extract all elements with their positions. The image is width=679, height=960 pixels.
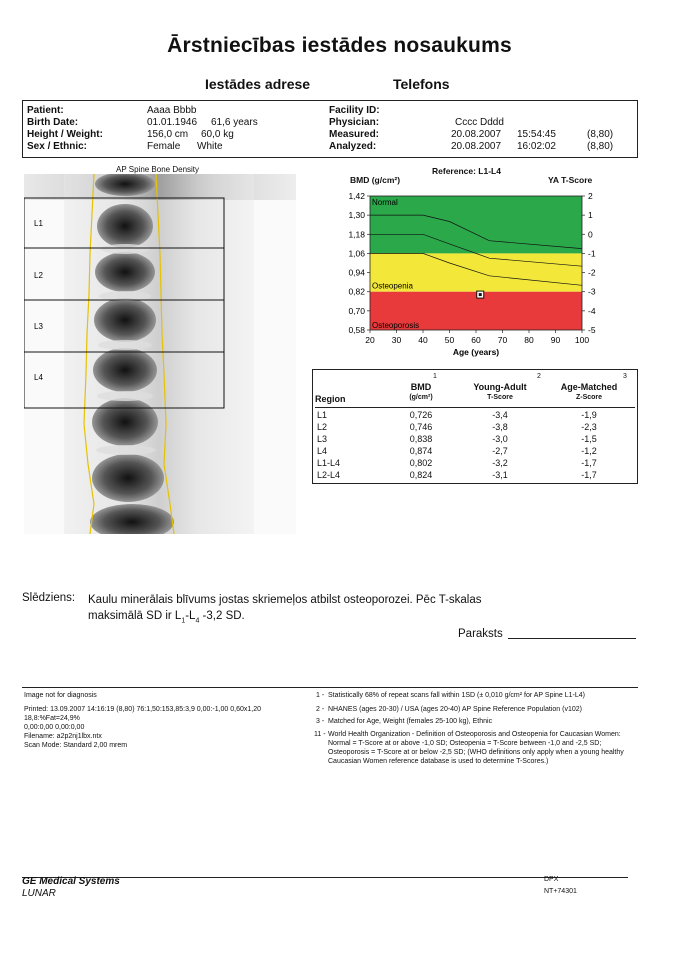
footnote-11-num: 11 - (314, 731, 326, 738)
brand-name: GE Medical Systems (22, 876, 120, 887)
sex-ethnic-label: Sex / Ethnic: (27, 141, 88, 152)
col-header-tscore: T-Score (487, 394, 513, 401)
x-tick-label: 80 (524, 335, 534, 345)
height-value: 156,0 cm (147, 129, 189, 140)
patient-name: Aaaa Bbbb (147, 105, 197, 116)
footer-values: 0,00:0,00 0,00:0,00 (24, 724, 85, 731)
cell-region: L2-L4 (317, 470, 341, 480)
patient-info-box (22, 100, 638, 158)
measured-date: 20.08.2007 (451, 129, 502, 140)
cell-zscore: -1,2 (581, 446, 597, 456)
col-header-zscore: Z-Score (575, 394, 603, 401)
footer-scan-mode: Scan Mode: Standard 2,00 mrem (24, 742, 128, 749)
footnote-3-num: 3 - (316, 718, 325, 725)
sex-value: Female (147, 141, 181, 152)
zone-label-osteopenia: Osteopenia (372, 281, 413, 291)
conclusion-line-2: maksimālā SD ir $L_1-L_4$ -3,2 SD. (88, 610, 245, 625)
footnote-ref-2: 2 (537, 373, 541, 380)
facility-name-title: Ārstniecības iestādes nosaukums (167, 34, 512, 57)
ethnic-value: White (197, 141, 223, 152)
analyzed-label: Analyzed: (329, 141, 377, 152)
physician-name: Cccc Dddd (455, 117, 504, 128)
weight-value: 60,0 kg (201, 129, 234, 140)
y-tick-label: 0,70 (348, 305, 365, 316)
footer-filename: Filename: a2p2nj1lbx.ntx (24, 733, 102, 740)
cell-bmd: 0,824 (409, 470, 433, 480)
cell-region: L1 (317, 410, 328, 420)
cell-zscore: -1,5 (581, 434, 597, 444)
chart-xlabel: Age (years) (452, 347, 500, 357)
x-tick-label: 70 (497, 335, 508, 345)
patient-label: Patient: (27, 105, 64, 116)
birth-date-label: Birth Date: (27, 117, 79, 128)
cell-tscore: -3,2 (492, 458, 508, 468)
zone-label-normal: Normal (372, 198, 398, 207)
measured-time: 15:54:45 (517, 129, 556, 140)
cell-tscore: -3,4 (492, 410, 508, 420)
x-tick-label: 20 (365, 335, 375, 345)
product-name: LUNAR (22, 888, 56, 899)
cell-tscore: -2,7 (492, 446, 508, 456)
y2-tick-label: 1 (588, 210, 593, 221)
serial-code: NT+74301 (544, 888, 577, 895)
footer-fat: 18,8:%Fat=24,9% (24, 715, 80, 722)
col-header-young-adult: Young-Adult (473, 382, 527, 392)
cell-bmd: 0,726 (409, 410, 433, 420)
footnote-1-num: 1 - (316, 692, 325, 699)
zone-label-osteoporosis: Osteoporosis (372, 321, 420, 330)
y-tick-label: 0,94 (348, 267, 365, 278)
reference-title: Reference: L1-L4 (432, 166, 501, 176)
footer-not-for-diagnosis: Image not for diagnosis (24, 692, 97, 699)
y-tick-label: 0,82 (348, 286, 365, 297)
spine-image-title: AP Spine Bone Density (116, 165, 200, 174)
footnote-ref-3: 3 (623, 373, 627, 380)
signature-label: Paraksts (458, 628, 503, 640)
y-tick-label: 1,42 (348, 191, 365, 201)
cell-bmd: 0,802 (409, 458, 433, 468)
conclusion-text (88, 592, 528, 629)
col-header-region: Region (315, 394, 346, 404)
x-tick-label: 30 (391, 335, 402, 345)
x-tick-label: 90 (550, 335, 561, 345)
cell-bmd: 0,874 (409, 446, 433, 456)
spine-label-l4: L4 (34, 373, 43, 382)
x-tick-label: 60 (471, 335, 481, 345)
y-tick-label: 1,30 (348, 210, 365, 221)
facility-address: Iestādes adrese (205, 76, 311, 92)
cell-region: L4 (317, 446, 328, 456)
facility-phone: Telefons (393, 76, 450, 92)
bmd-axis-label: BMD (g/cm²) (350, 175, 401, 185)
results-table (312, 369, 638, 484)
y-tick-label: 0,58 (348, 325, 365, 335)
x-tick-label: 40 (418, 335, 428, 345)
physician-label: Physician: (329, 117, 380, 128)
conclusion-line-1: Kaulu minerālais blīvums jostas skriemeļos atbilst osteoporozei. Pēc T-skalas (88, 594, 482, 606)
y2-tick-label: -4 (588, 305, 596, 316)
spine-scan-image (24, 174, 296, 534)
spine-label-l3: L3 (34, 322, 43, 331)
cell-tscore: -3,0 (492, 434, 508, 444)
zone-normal-area (370, 196, 582, 253)
x-tick-label: 100 (574, 335, 590, 345)
y2-tick-label: -5 (588, 325, 596, 335)
patient-data-point-center (479, 293, 482, 296)
height-weight-label: Height / Weight: (27, 129, 103, 140)
spine-label-l2: L2 (34, 271, 43, 280)
birth-date-value: 01.01.1946 (147, 117, 198, 128)
cell-bmd: 0,746 (409, 422, 433, 432)
y-tick-label: 1,18 (348, 229, 365, 240)
y2-tick-label: 2 (588, 191, 593, 201)
measured-label: Measured: (329, 129, 380, 140)
cell-region: L2 (317, 422, 328, 432)
y2-tick-label: -3 (588, 286, 596, 297)
device-code: DPX (544, 876, 559, 883)
cell-zscore: -1,7 (581, 458, 597, 468)
y2-tick-label: -1 (588, 248, 596, 259)
x-tick-label: 50 (444, 335, 455, 345)
y-tick-label: 1,06 (348, 248, 365, 259)
footnote-1-text: Statistically 68% of repeat scans fall within 1SD (± 0,010 g/cm² for AP Spine L1-L4) (328, 692, 586, 699)
y2-tick-label: 0 (588, 229, 593, 240)
footnote-2-text: NHANES (ages 20-30) / USA (ages 20-40) AP Spine Reference Population (v102) (328, 706, 582, 713)
analyzed-code: (8,80) (587, 141, 614, 152)
tscore-axis-label: YA T-Score (548, 175, 593, 185)
analyzed-time: 16:02:02 (517, 141, 556, 152)
cell-bmd: 0,838 (409, 434, 433, 444)
cell-zscore: -1,9 (581, 410, 597, 420)
footnote-11-text: World Health Organization - Definition of Osteoporosis and Osteopenia for Caucasian Women: Normal = T-Score at or above -1,0 SD; Osteopenia = T-Score between -1,0 and -2,5 SD; Osteoporosis = T-Score at or below -2,5 SD; (WHO definitions only apply when a young healthy Caucasian Women reference database is used to determine T-Scores.) (328, 731, 624, 765)
analyzed-date: 20.08.2007 (451, 141, 502, 152)
spine-label-l1: L1 (34, 219, 43, 228)
footnote-2-num: 2 - (316, 706, 325, 713)
cell-region: L3 (317, 434, 328, 444)
signature-line (508, 638, 636, 639)
facility-id-label: Facility ID: (329, 105, 380, 116)
col-header-bmd: BMD (410, 382, 432, 392)
bmd-reference-chart (330, 186, 620, 362)
conclusion-label: Slēdziens: (22, 592, 76, 604)
y2-tick-label: -2 (588, 267, 596, 278)
age-value: 61,6 years (211, 117, 258, 128)
col-header-bmd-unit: (g/cm²) (409, 394, 433, 401)
footer-divider (22, 687, 638, 688)
col-header-age-matched: Age-Matched (560, 382, 618, 392)
cell-tscore: -3,1 (492, 470, 508, 480)
footnote-3-text: Matched for Age, Weight (females 25-100 kg), Ethnic (328, 718, 493, 725)
cell-region: L1-L4 (317, 458, 341, 468)
cell-tscore: -3,8 (492, 422, 508, 432)
footnote-ref-1: 1 (433, 373, 437, 380)
cell-zscore: -1,7 (581, 470, 597, 480)
cell-zscore: -2,3 (581, 422, 597, 432)
footer-printed: Printed: 13.09.2007 14:16:19 (8,80) 76:1,50:153,85:3,9 0,00:-1,00 0,60x1,20 (24, 706, 262, 713)
measured-code: (8,80) (587, 129, 614, 140)
